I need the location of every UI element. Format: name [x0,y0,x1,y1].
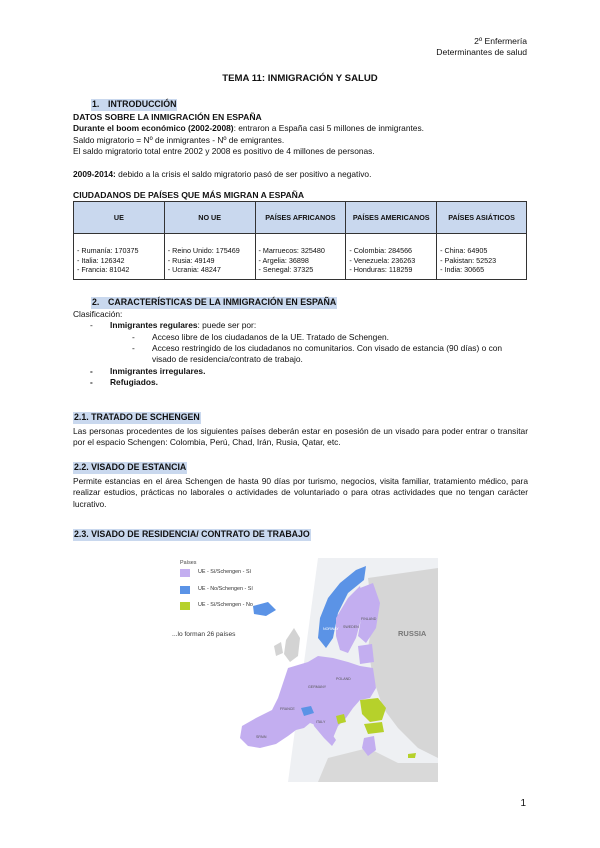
saldo-definition: Saldo migratorio = Nº de inmigrantes - Nº de emigrantes. [73,134,285,145]
table-heading: CIUDADANOS DE PAÍSES QUE MÁS MIGRAN A ESPAÑA [73,189,305,200]
page-number: 1 [520,798,526,809]
table-header-no-ue: NO UE [164,202,255,234]
list-item: - Inmigrantes regulares: puede ser por: [90,320,257,331]
crisis-paragraph: 2009-2014: debido a la crisis el saldo migratorio pasó de ser positivo a negativo. [73,168,372,179]
section-heading-2-3: 2.3. VISADO DE RESIDENCIA/ CONTRATO DE TRABAJO [74,529,310,539]
section-schengen [73,412,528,449]
list-subitem: - Acceso restringido de los ciudadanos no comunitarios. Con visado de estancia (90 días) o con visado de residencia/contrato de trabajo. [132,342,503,365]
page-header [436,36,527,58]
section-introduccion [73,99,528,280]
map-legend-item: UE - No/Schengen - Sí [180,586,253,594]
section-visado-residencia [73,529,528,541]
map-label-finland: FINLAND [361,617,377,621]
table-header-africa: PAÍSES AFRICANOS [255,202,346,234]
datos-heading: DATOS SOBRE LA INMIGRACIÓN EN ESPAÑA [73,111,262,122]
table-cell-africa: - Marruecos: 325480 - Argelia: 36898 - Senegal: 37325 [255,234,346,279]
header-course: 2º Enfermería [474,36,527,46]
section-heading-2-1: 2.1. TRATADO DE SCHENGEN [74,412,200,422]
map-label-poland: POLAND [336,677,351,681]
classification-list [90,320,528,388]
table-cell-asia: - China: 64905 - Pakistan: 52523 - India: 30665 [437,234,527,279]
legend-swatch-green [180,602,190,610]
section-heading-2: 2. CARACTERÍSTICAS DE LA INMIGRACIÓN EN ESPAÑA [92,297,337,307]
map-caption: ...lo forman 26 países [172,631,236,638]
section-heading-1: 1. INTRODUCCIÓN [92,99,177,109]
map-legend-item: UE - Sí/Schengen - Sí [180,569,251,577]
legend-swatch-purple [180,569,190,577]
section-heading-2-2: 2.2. VISADO DE ESTANCIA [74,462,187,472]
map-label-spain: SPAIN [256,735,267,739]
list-item: - Refugiados. [90,376,158,387]
map-label-sweden: SWEDEN [343,625,359,629]
list-subitem: - Acceso libre de los ciudadanos de la UE. Tratado de Schengen. [132,331,389,342]
legend-swatch-blue [180,586,190,594]
map-label-russia: RUSSIA [398,629,427,638]
map-legend-title: Países [180,560,197,566]
map-label-norway: NORWAY [323,627,339,631]
list-item: - Inmigrantes irregulares. [90,365,206,376]
map-legend-item: UE - Sí/Schengen - No [180,602,253,610]
schengen-map [168,558,438,782]
table-header-asia: PAÍSES ASIÁTICOS [437,202,527,234]
table-header-ue: UE [74,202,165,234]
map-label-france: FRANCE [280,707,295,711]
section-caracteristicas [73,297,528,388]
table-cell-america: - Colombia: 284566 - Venezuela: 236263 - Honduras: 118259 [346,234,437,279]
table-cell-ue: - Rumanía: 170375 - Italia: 126342 - Francia: 81042 [74,234,165,279]
page-title: TEMA 11: INMIGRACIÓN Y SALUD [222,73,378,84]
migrants-table [73,201,527,279]
table-header-america: PAÍSES AMERICANOS [346,202,437,234]
header-subject: Determinantes de salud [436,47,527,58]
clasificacion-label: Clasificación: [73,308,123,319]
section-visado-estancia [73,462,528,510]
map-label-italy: ITALY [316,720,326,724]
boom-paragraph: Durante el boom económico (2002-2008): entraron a España casi 5 millones de inmigrantes. [73,123,424,134]
map-label-germany: GERMANY [308,685,327,689]
visado-estancia-paragraph: Permite estancias en el área Schengen de hasta 90 días por turismo, negocios, visita familiar, tratamiento médico, para realizar estudios, prácticas no laborales o actividades de voluntariado o para otras actividades que no tengan carácter lucrativo. [73,475,528,509]
schengen-paragraph: Las personas procedentes de los siguientes países deberán estar en posesión de un visado para poder entrar o transitar por el espacio Schengen: Colombia, Perú, Chad, Irán, Rusia, Qatar, etc. [73,425,528,448]
saldo-total: El saldo migratorio total entre 2002 y 2008 es positivo de 4 millones de personas. [73,146,375,157]
table-row [74,234,527,279]
table-cell-no-ue: - Reino Unido: 175469 - Rusia: 49149 - Ucrania: 48247 [164,234,255,279]
